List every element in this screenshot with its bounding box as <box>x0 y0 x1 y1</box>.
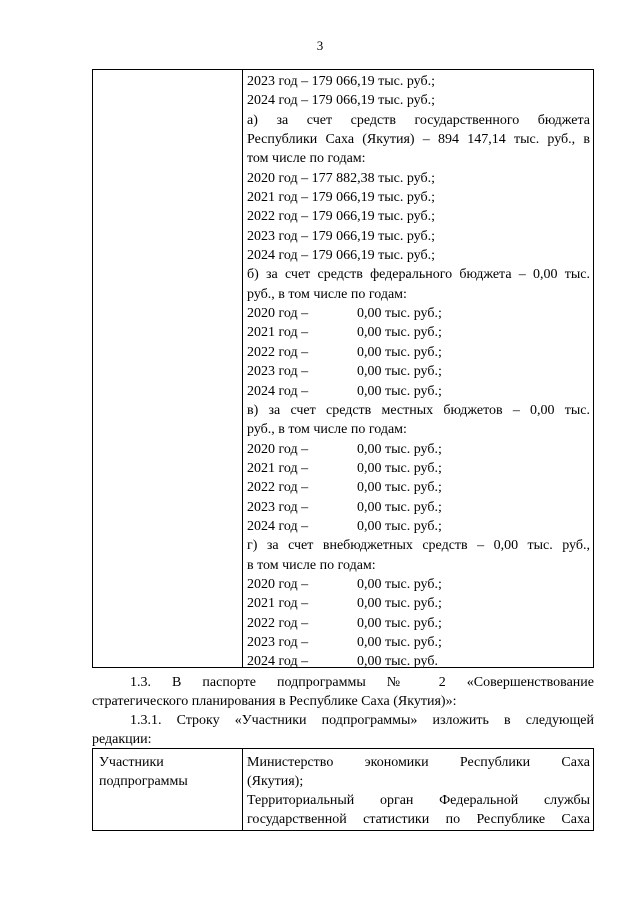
paragraph-line: редакции: <box>92 732 152 747</box>
year-label: 2024 год – <box>247 654 309 670</box>
funding-line: 2023 год – 179 066,19 тыс. руб.; <box>247 228 435 244</box>
year-label: 2021 год – <box>247 596 309 612</box>
participants-label-line: Участники <box>99 755 164 770</box>
funding-line: 2022 год – 179 066,19 тыс. руб.; <box>247 209 435 225</box>
funding-line: руб., в том числе по годам: <box>247 286 407 302</box>
funding-line <box>247 459 590 478</box>
funding-line <box>247 362 590 381</box>
year-label: 2022 год – <box>247 615 309 631</box>
amount-value: 0,00 тыс. руб.; <box>357 383 442 399</box>
participants-label <box>99 753 237 791</box>
funding-line: в) за счет средств местных бюджетов – 0,00 тыс. <box>247 402 590 418</box>
amount-value: 0,00 тыс. руб.; <box>357 344 442 360</box>
funding-line <box>247 498 590 517</box>
participants-value-line: Министерство экономики Республики Саха <box>247 755 590 770</box>
paragraph-line: стратегического планирования в Республике Саха (Якутия)»: <box>92 694 457 709</box>
amount-value: 0,00 тыс. руб.; <box>357 499 442 515</box>
year-label: 2021 год – <box>247 325 309 341</box>
amount-value: 0,00 тыс. руб.; <box>357 441 442 457</box>
year-label: 2021 год – <box>247 460 309 476</box>
year-label: 2023 год – <box>247 634 309 650</box>
amount-value: 0,00 тыс. руб.; <box>357 480 442 496</box>
funding-line: 2024 год – 179 066,19 тыс. руб.; <box>247 93 435 109</box>
funding-line: том числе по годам: <box>247 151 366 167</box>
participants-value-line: (Якутия); <box>247 774 304 789</box>
funding-text <box>247 72 590 672</box>
participants-value-line: Территориальный орган Федеральной службы <box>247 793 590 808</box>
funding-line <box>247 652 590 671</box>
column-divider <box>242 749 243 830</box>
year-label: 2022 год – <box>247 480 309 496</box>
amount-value: 0,00 тыс. руб.; <box>357 460 442 476</box>
amount-value: 0,00 тыс. руб.; <box>357 325 442 341</box>
funding-line: 2021 год – 179 066,19 тыс. руб.; <box>247 190 435 206</box>
funding-line <box>247 323 590 342</box>
funding-line <box>247 594 590 613</box>
amount-value: 0,00 тыс. руб.; <box>357 518 442 534</box>
year-label: 2020 год – <box>247 306 309 322</box>
paragraph-line: 1.3.1. Строку «Участники подпрограммы» изложить в следующей <box>130 713 594 728</box>
amount-value: 0,00 тыс. руб.; <box>357 596 442 612</box>
column-divider <box>242 70 243 667</box>
amount-value: 0,00 тыс. руб.; <box>357 615 442 631</box>
funding-line: в том числе по годам: <box>247 557 376 573</box>
year-label: 2022 год – <box>247 344 309 360</box>
funding-line <box>247 304 590 323</box>
year-label: 2023 год – <box>247 364 309 380</box>
year-label: 2020 год – <box>247 576 309 592</box>
participants-table <box>92 748 594 831</box>
amount-value: 0,00 тыс. руб.; <box>357 576 442 592</box>
funding-line: 2024 год – 179 066,19 тыс. руб.; <box>247 248 435 264</box>
funding-line: 2020 год – 177 882,38 тыс. руб.; <box>247 170 435 186</box>
funding-line <box>247 517 590 536</box>
funding-line <box>247 478 590 497</box>
year-label: 2024 год – <box>247 518 309 534</box>
funding-line <box>247 633 590 652</box>
paragraph-line: 1.3. В паспорте подпрограммы № 2 «Совершенствование <box>130 675 594 690</box>
amount-value: 0,00 тыс. руб.; <box>357 364 442 380</box>
year-label: 2024 год – <box>247 383 309 399</box>
amount-value: 0,00 тыс. руб.; <box>357 634 442 650</box>
funding-line: б) за счет средств федерального бюджета – 0,00 тыс. <box>247 267 590 283</box>
year-label: 2020 год – <box>247 441 309 457</box>
page-number: 3 <box>316 38 324 53</box>
funding-line: 2023 год – 179 066,19 тыс. руб.; <box>247 74 435 89</box>
funding-line: Республики Саха (Якутия) – 894 147,14 тыс. руб., в <box>247 132 590 148</box>
year-label: 2023 год – <box>247 499 309 515</box>
paragraph-1-3 <box>92 673 594 711</box>
funding-line <box>247 440 590 459</box>
funding-line <box>247 614 590 633</box>
amount-value: 0,00 тыс. руб.; <box>357 306 442 322</box>
funding-line: а) за счет средств государственного бюджета <box>247 112 590 128</box>
funding-line: руб., в том числе по годам: <box>247 422 407 438</box>
participants-value-line: государственной статистики по Республике Саха <box>247 812 590 827</box>
funding-line <box>247 382 590 401</box>
funding-table <box>92 69 594 668</box>
funding-line <box>247 343 590 362</box>
paragraph-1-3-1 <box>92 711 594 749</box>
amount-value: 0,00 тыс. руб. <box>357 654 438 670</box>
participants-label-line: подпрограммы <box>99 774 188 789</box>
participants-value <box>247 753 590 829</box>
funding-line <box>247 575 590 594</box>
funding-line: г) за счет внебюджетных средств – 0,00 тыс. руб., <box>247 538 590 554</box>
